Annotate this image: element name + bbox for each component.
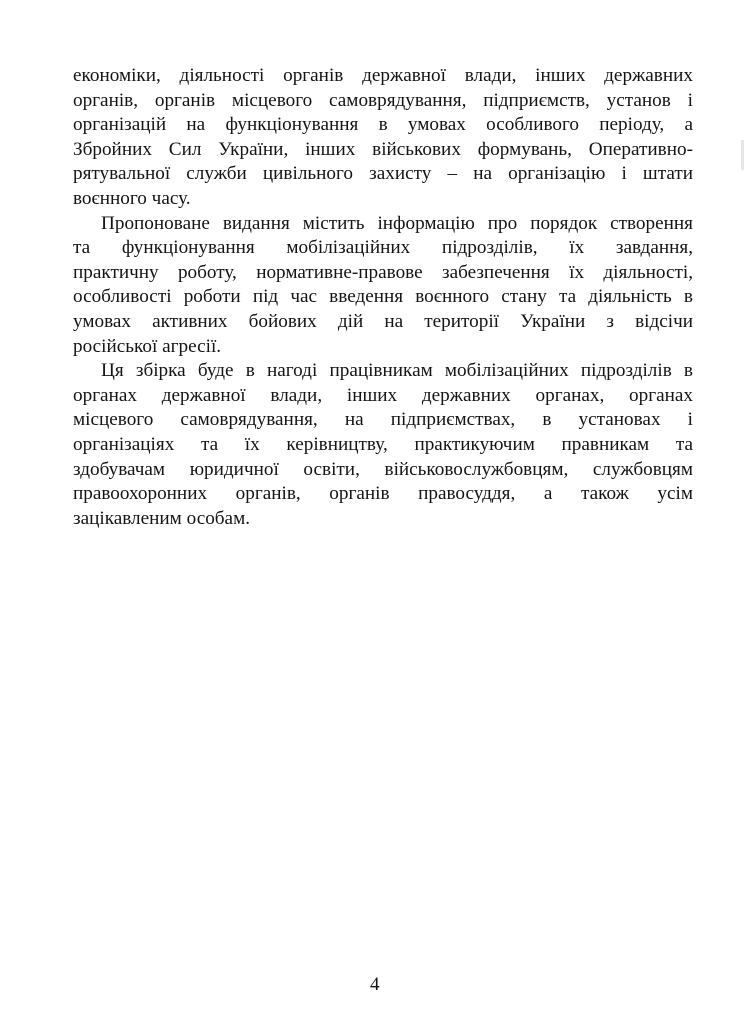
paragraph-line: Ця збірка буде в нагоді працівникам мобілізаційних підрозділів в — [101, 360, 693, 382]
paragraph-line: рятувальної служби цивільного захисту – на організацію і штати — [73, 163, 693, 185]
paragraph-line: місцевого самоврядування, на підприємствах, в установах і — [73, 409, 693, 431]
paragraph-line: органів, органів місцевого самоврядування, підприємств, установ і — [73, 89, 693, 111]
paragraph-line: правоохоронних органів, органів правосуддя, а також усім — [73, 483, 693, 505]
paragraph-line: організацій на функціонування в умовах особливого періоду, а — [73, 114, 693, 136]
paragraph-1 — [73, 64, 693, 212]
paragraph-line: практичну роботу, нормативне-правове забезпечення їх діяльності, — [73, 261, 693, 283]
paragraph-line: умовах активних бойових дій на території України з відсічи — [73, 310, 693, 332]
page-number: 4 — [370, 974, 380, 995]
paragraph-line: органах державної влади, інших державних органах, органах — [73, 384, 693, 406]
paragraph-2 — [73, 212, 693, 360]
paragraph-line: російської агресії. — [73, 335, 222, 357]
paragraph-line: здобувачам юридичної освіти, військовослужбовцям, службовцям — [73, 458, 693, 480]
paragraph-line: воєнного часу. — [73, 187, 191, 209]
paragraph-line: Пропоноване видання містить інформацію про порядок створення — [101, 212, 693, 234]
paragraph-line: організаціях та їх керівництву, практикуючим правникам та — [73, 433, 693, 455]
body-text — [73, 64, 693, 531]
paragraph-line: економіки, діяльності органів державної влади, інших державних — [73, 65, 693, 86]
paragraph-line: та функціонування мобілізаційних підрозділів, їх завдання, — [73, 237, 693, 259]
paragraph-3 — [73, 359, 693, 531]
paragraph-line: Збройних Сил України, інших військових формувань, Оперативно- — [73, 138, 693, 160]
paragraph-line: особливості роботи під час введення воєнного стану та діяльність в — [73, 286, 693, 308]
paragraph-line: зацікавленим особам. — [73, 507, 251, 529]
